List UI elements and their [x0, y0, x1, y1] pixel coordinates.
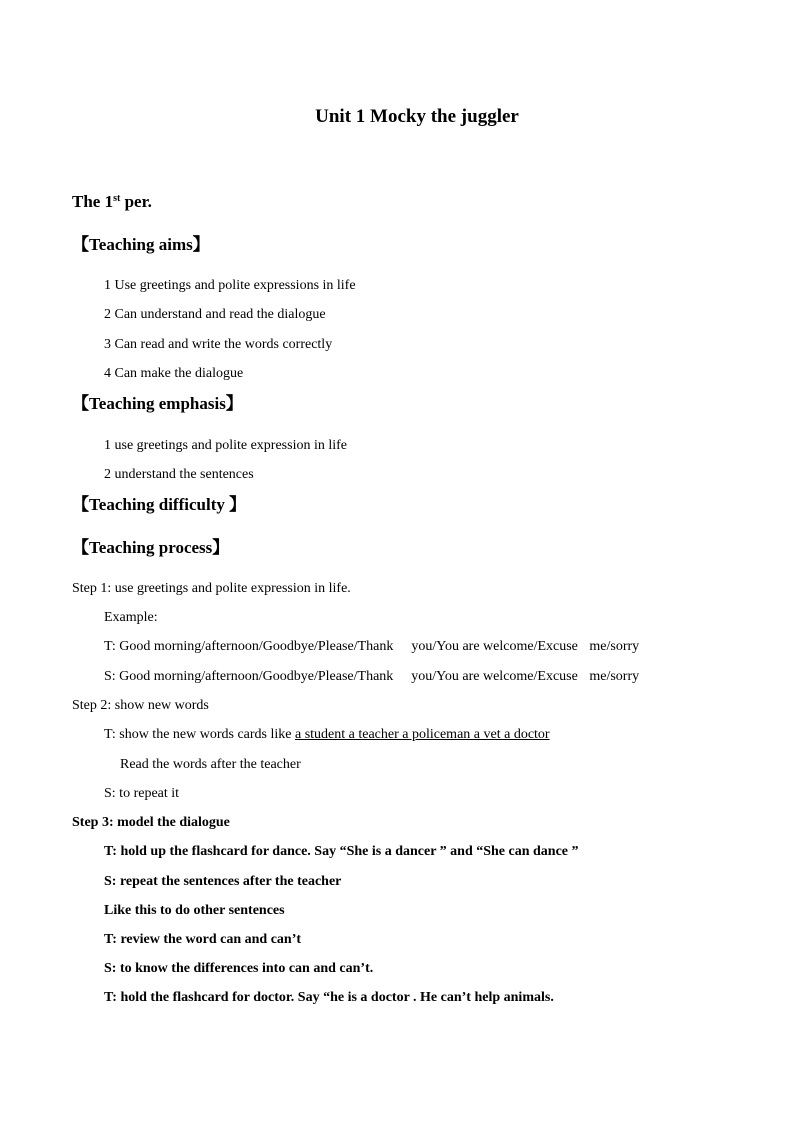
page-title: Unit 1 Mocky the juggler — [315, 106, 519, 127]
student-line-2: S: to repeat it — [104, 786, 180, 801]
teacher-line-1-part-a: T: Good morning/afternoon/Goodbye/Please/Thank — [104, 639, 394, 654]
period-suffix: per. — [120, 192, 152, 211]
emphasis-item-2: 2 understand the sentences — [104, 467, 254, 482]
new-words-underlined: a student a teacher a policeman a vet a doctor — [294, 727, 550, 742]
teacher-line-5: T: hold the flashcard for doctor. Say “he is a doctor . He can’t help animals. — [104, 990, 554, 1005]
heading-teaching-aims: 【Teaching aims】 — [72, 235, 210, 254]
step-1: Step 1: use greetings and polite expression in life. — [72, 581, 351, 596]
heading-teaching-difficulty: 【Teaching difficulty 】 — [72, 495, 247, 514]
teacher-line-2 — [104, 726, 550, 744]
aim-item-2: 2 Can understand and read the dialogue — [104, 307, 326, 322]
period-heading — [72, 191, 152, 213]
teacher-line-3: T: hold up the flashcard for dance. Say “She is a dancer ” and “She can dance ” — [104, 844, 579, 859]
step-2: Step 2: show new words — [72, 698, 209, 713]
period-sup: st — [113, 193, 121, 204]
aim-item-1: 1 Use greetings and polite expressions in life — [104, 278, 356, 293]
aim-item-3: 3 Can read and write the words correctly — [104, 337, 333, 352]
heading-teaching-process: 【Teaching process】 — [72, 538, 230, 557]
heading-teaching-emphasis: 【Teaching emphasis】 — [72, 394, 243, 413]
teacher-line-2-prefix: T: show the new words cards like — [104, 727, 295, 742]
teacher-line-1-part-b: you/You are welcome/Excuse — [411, 639, 578, 654]
student-line-1 — [104, 668, 639, 686]
period-prefix: The 1 — [72, 192, 114, 211]
example-label: Example: — [104, 610, 158, 625]
teacher-line-1-part-c: me/sorry — [589, 639, 640, 654]
student-line-1-part-c: me/sorry — [589, 669, 640, 684]
student-line-3: S: repeat the sentences after the teacher — [104, 874, 342, 889]
student-line-1-part-a: S: Good morning/afternoon/Goodbye/Please/Thank — [104, 669, 394, 684]
teacher-line-4: T: review the word can and can’t — [104, 932, 302, 947]
step-3: Step 3: model the dialogue — [72, 815, 230, 830]
emphasis-item-1: 1 use greetings and polite expression in life — [104, 438, 347, 453]
student-line-1-part-b: you/You are welcome/Excuse — [411, 669, 578, 684]
like-this-line: Like this to do other sentences — [104, 903, 285, 918]
student-line-4: S: to know the differences into can and can’t. — [104, 961, 374, 976]
teacher-line-1 — [104, 638, 639, 656]
aim-item-4: 4 Can make the dialogue — [104, 366, 244, 381]
read-words-line: Read the words after the teacher — [120, 757, 301, 772]
